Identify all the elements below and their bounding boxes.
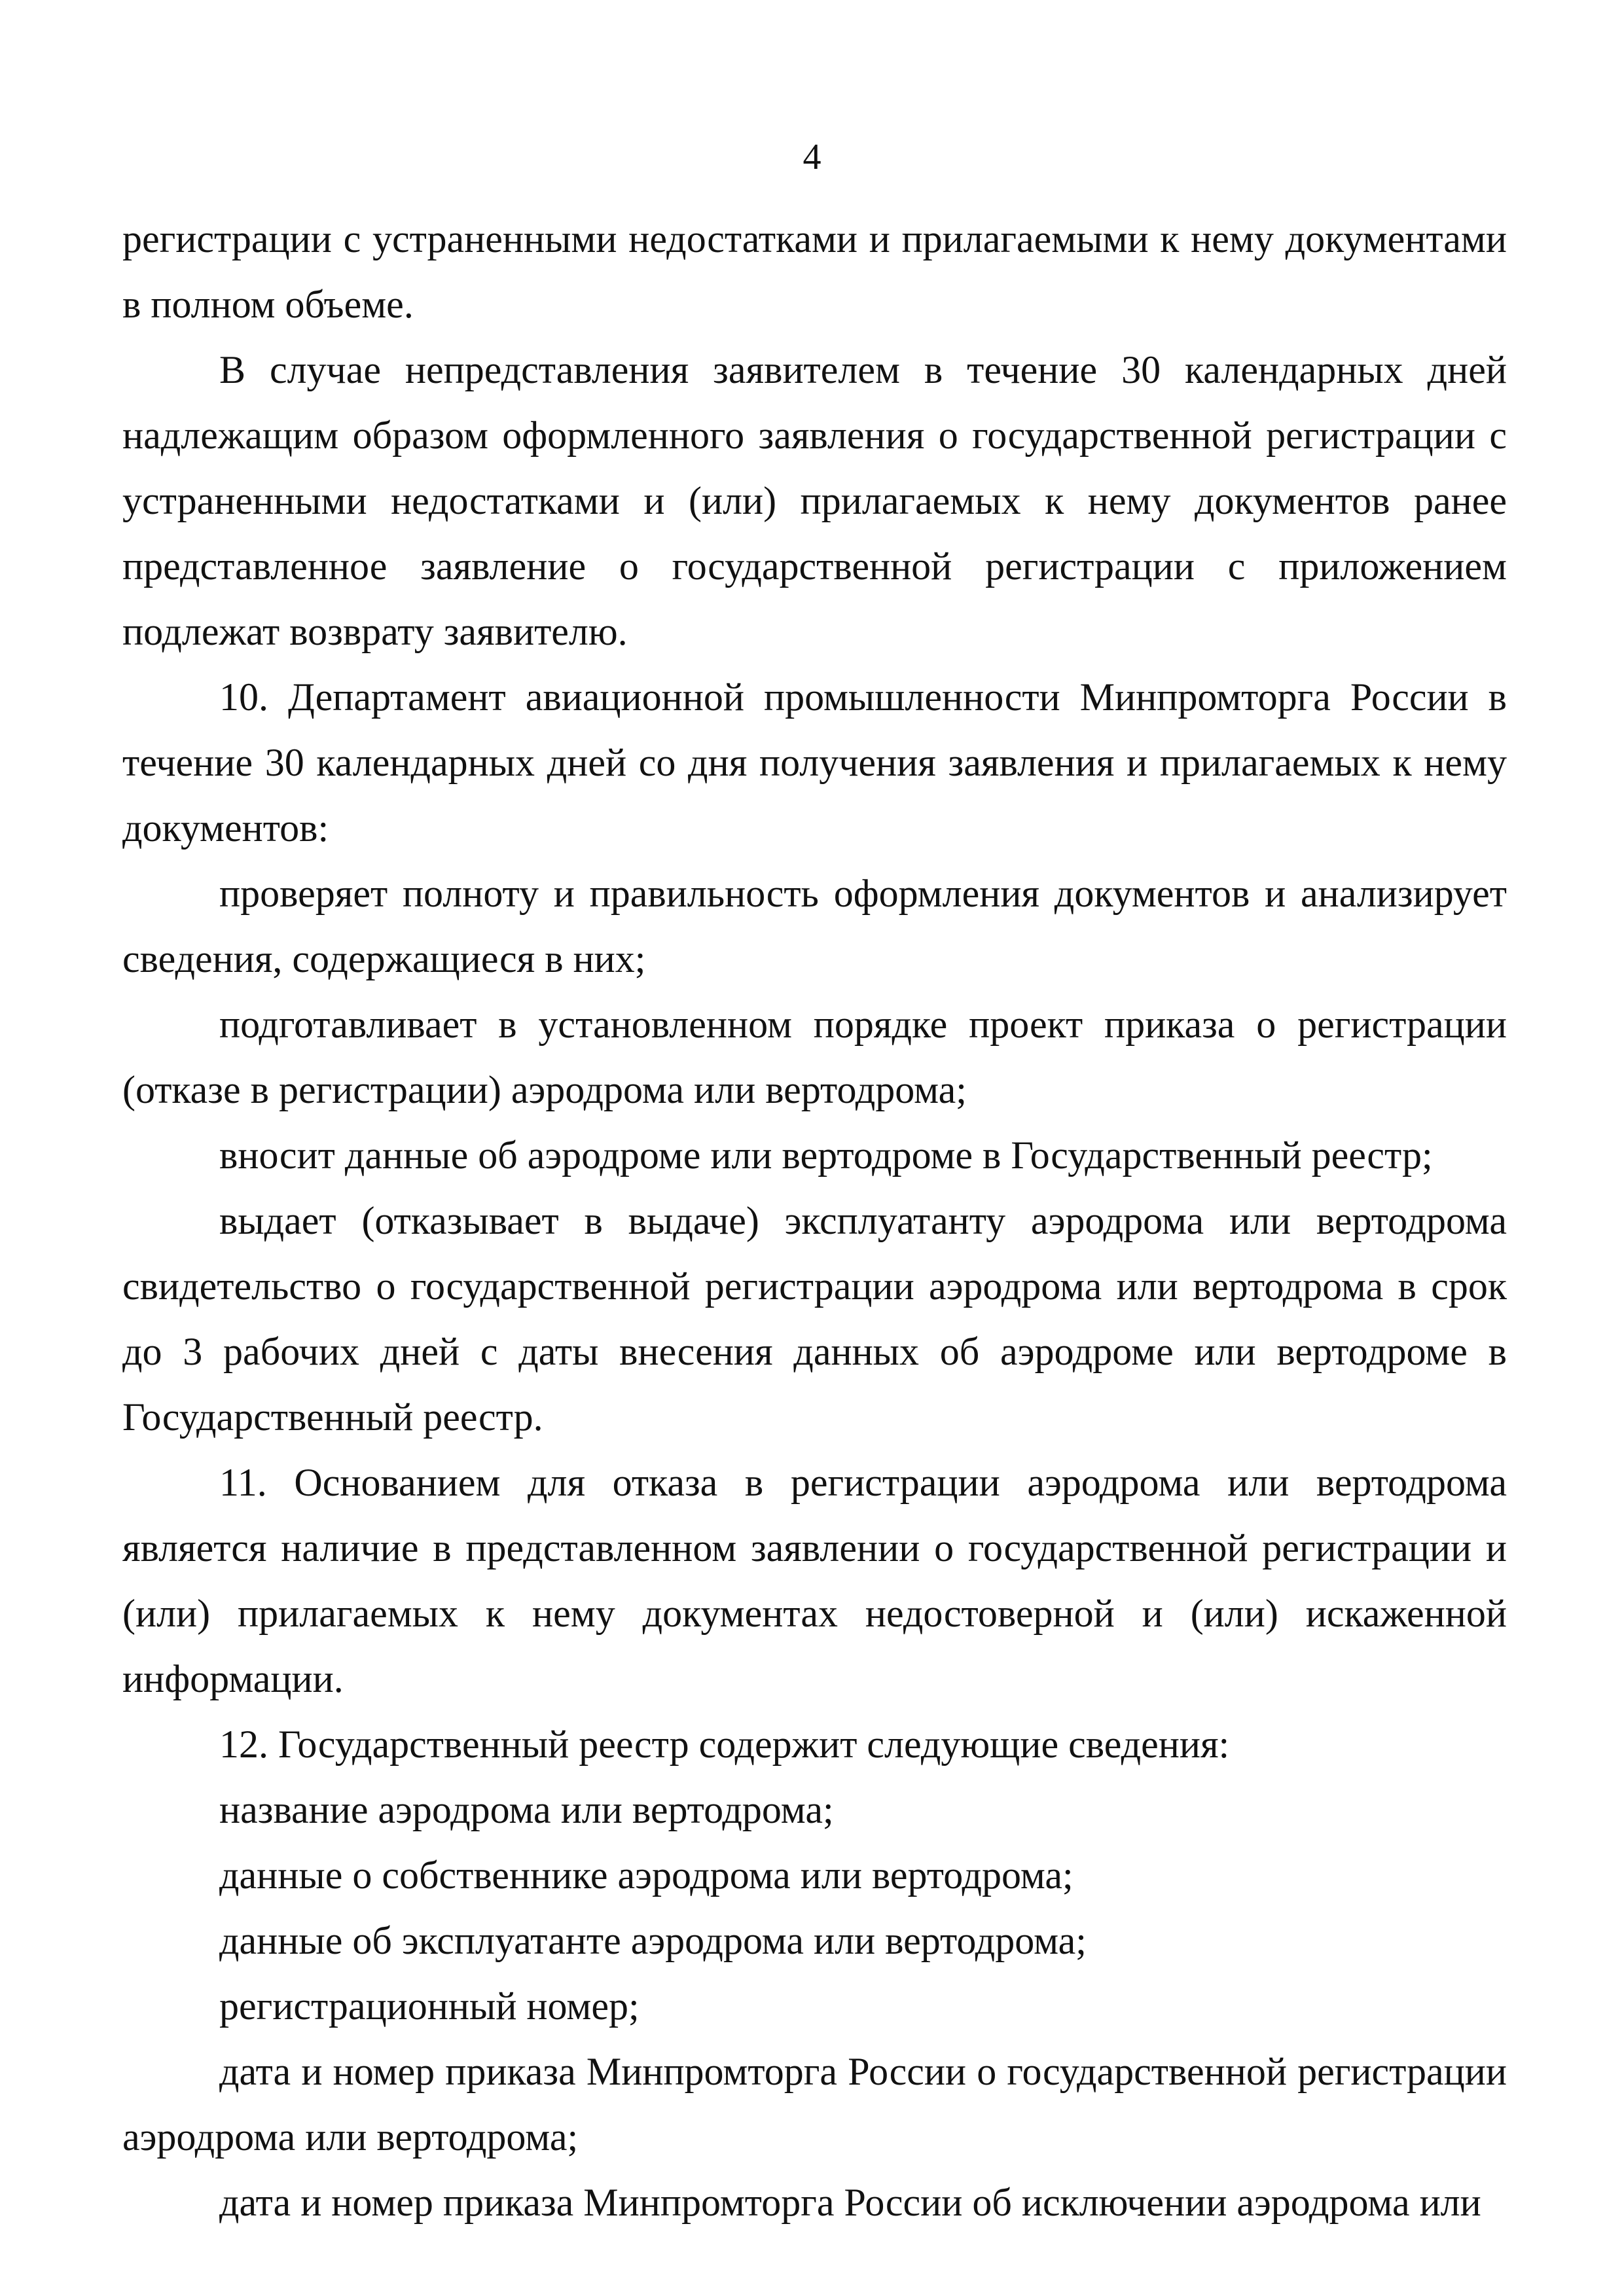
paragraph-registry-owner: данные о собственнике аэродрома или вертодрома; bbox=[219, 1854, 1074, 1897]
paragraph-continuation: регистрации с устраненными недостатками и прилагаемыми к нему документами в полном объеме. bbox=[122, 217, 1507, 326]
paragraph-item-11: 11. Основанием для отказа в регистрации аэродрома или вертодрома является наличие в представленном заявлении о государственной регистрации и (или) прилагаемых к нему документах недостоверной и (или) искаженной информации. bbox=[122, 1461, 1507, 1700]
paragraph-registry-order-registration: дата и номер приказа Минпромторга России о государственной регистрации аэродрома или вертодрома; bbox=[122, 2050, 1507, 2159]
paragraph-return-condition: В случае непредставления заявителем в течение 30 календарных дней надлежащим образом оформленного заявления о государственной регистрации с устраненными недостатками и (или) прилагаемых к нему документов ранее представленное заявление о государственной регистрации с приложением подлежат возврату заявителю. bbox=[122, 348, 1507, 653]
paragraph-item-12: 12. Государственный реестр содержит следующие сведения: bbox=[219, 1723, 1230, 1766]
paragraph-registry-number: регистрационный номер; bbox=[219, 1984, 640, 2028]
paragraph-registry-order-exclusion: дата и номер приказа Минпромторга России об исключении аэродрома или bbox=[219, 2181, 1481, 2224]
paragraph-issue-certificate: выдает (отказывает в выдаче) эксплуатанту аэродрома или вертодрома свидетельство о государственной регистрации аэродрома или вертодрома в срок до 3 рабочих дней с даты внесения данных об аэродроме или вертодроме в Государственный реестр. bbox=[122, 1199, 1507, 1439]
paragraph-registry-name: название аэродрома или вертодрома; bbox=[219, 1788, 834, 1831]
paragraph-prepare-order: подготавливает в установленном порядке проект приказа о регистрации (отказе в регистрации) аэродрома или вертодрома; bbox=[122, 1003, 1507, 1111]
document-body bbox=[122, 206, 1507, 2235]
paragraph-enter-registry: вносит данные об аэродроме или вертодроме в Государственный реестр; bbox=[219, 1134, 1433, 1177]
paragraph-item-10: 10. Департамент авиационной промышленности Минпромторга России в течение 30 календарных дней со дня получения заявления и прилагаемых к нему документов: bbox=[122, 675, 1507, 850]
paragraph-check-documents: проверяет полноту и правильность оформления документов и анализирует сведения, содержащиеся в них; bbox=[122, 872, 1507, 980]
paragraph-registry-operator: данные об эксплуатанте аэродрома или вертодрома; bbox=[219, 1919, 1087, 1962]
page-number: 4 bbox=[803, 137, 821, 177]
